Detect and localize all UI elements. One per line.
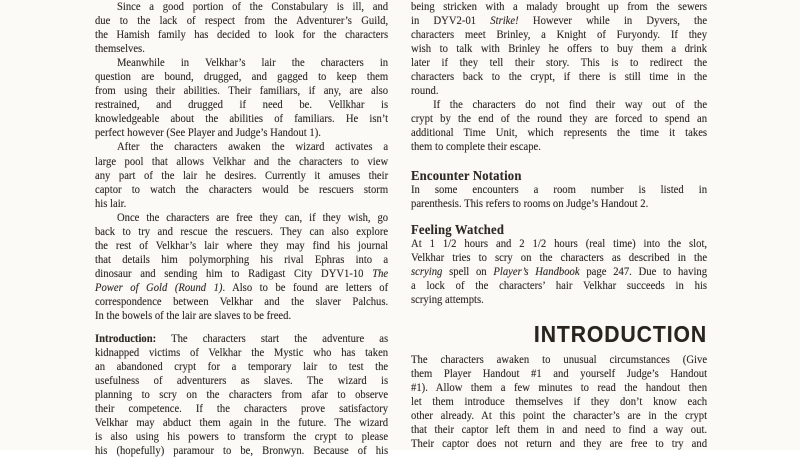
section-heading: Encounter Notation: [411, 167, 522, 183]
text-run: At 1 1/2 hours and 2 1/2 hours (real time) into the slot,: [411, 236, 708, 250]
text-line: [95, 84, 388, 98]
text-line: [411, 423, 707, 437]
text-line: [411, 409, 707, 423]
text-line: [95, 444, 388, 458]
text-line: [411, 367, 707, 381]
text-run: characters meet Brinley, a Knight of Furyondy. If they: [411, 28, 708, 42]
text-line: [411, 265, 707, 279]
text-run: additional Time Unit, which represents the time it takes: [411, 126, 708, 140]
text-run: themselves.: [95, 42, 145, 56]
text-run: a lock of the characters’ hair Velkhar succeeds in his: [411, 279, 708, 293]
text-run: In the bowels of the lair are slaves to be freed.: [95, 309, 292, 323]
text-run: captor to watch the characters would be rescuers storm: [95, 182, 389, 196]
text-run: usefulness of adventurers as slaves. The wizard is: [95, 373, 389, 387]
text-run: planning to scry on the characters from afar to observe: [95, 387, 389, 401]
text-line: [95, 374, 388, 388]
italic-text-run: Power of Gold (Round 1): [95, 280, 223, 294]
text-run: correspondence between Velkhar and the slaver Palchus.: [95, 294, 389, 308]
text-line: [411, 353, 707, 367]
text-run: question are bound, drugged, and gagged to keep them: [95, 70, 389, 84]
text-run: Since a good portion of the Constabulary is ill, and: [116, 0, 389, 13]
text-run: them to complete their escape.: [411, 140, 541, 154]
text-line: [95, 253, 388, 267]
text-line: [411, 84, 707, 98]
text-run: let them introduce themselves if they don’t know each: [411, 395, 708, 409]
text-run: is also using his powers to transform the crypt to please: [95, 429, 389, 443]
text-line: [95, 56, 388, 70]
text-run: due to the lack of respect from the Adventurer’s Guild,: [95, 14, 389, 28]
text-line: [95, 430, 388, 444]
text-run: page 247. Due to having: [579, 265, 708, 278]
text-line: [411, 14, 707, 28]
text-run: an abandoned crypt for a temporary lair to test the: [95, 359, 389, 373]
text-line: [411, 28, 707, 42]
text-run: them Player Handout #1 and yourself Judge’s Handout: [411, 367, 708, 381]
text-line: [411, 183, 707, 197]
text-run: round.: [411, 84, 439, 98]
text-run: knowledgeable about the abilities of familiars. He isn’t: [95, 112, 389, 126]
text-run: any part of the lair he desires. Currently it amuses their: [95, 168, 389, 182]
paragraph-gap: [411, 307, 707, 320]
text-line: [95, 0, 388, 14]
text-line: [95, 197, 388, 211]
column-left: [95, 0, 388, 458]
text-line: [411, 437, 707, 451]
text-run: However while in Dyvers, the: [518, 14, 708, 28]
text-run: #1). Allow them a few minutes to read the handout then: [411, 381, 708, 395]
text-run: wish to talk with Brinley he offers to buy them a drink: [411, 42, 708, 56]
text-line: [411, 42, 707, 56]
text-line: [411, 251, 707, 265]
paragraph-gap: [95, 323, 388, 332]
text-run: later if they tell their story. This is to redirect the: [411, 56, 708, 70]
text-line: [411, 126, 707, 140]
text-run: that details him polymorphing his rival Ephras into a: [95, 252, 389, 266]
text-run: kidnapped victims of Velkhar the Mystic who has taken: [95, 345, 389, 359]
text-run: The characters awaken to unusual circumstances (Give: [411, 353, 708, 367]
text-run: Once the characters are free they can, if they wish, go: [116, 210, 389, 224]
text-run: their competence. If the characters prove satisfactory: [95, 401, 389, 415]
text-run: The characters start the adventure as: [156, 331, 389, 345]
text-run: the rest of Velkhar’s lair where they may find his journal: [95, 238, 389, 252]
text-run: in DYV2-01: [411, 14, 491, 28]
text-run: his lair.: [95, 196, 127, 210]
text-line: [95, 239, 388, 253]
text-run: . Also to be found are letters of: [222, 280, 389, 294]
text-run: crypt by the end of the round they are forced to spend an: [411, 112, 708, 126]
italic-text-run: The: [372, 266, 389, 280]
text-run: Velkhar tries to scry on the characters as described in the: [411, 250, 708, 264]
text-run: Their captor does not return and they are free to try and: [411, 437, 708, 451]
text-line: [411, 70, 707, 84]
text-line: [95, 211, 388, 225]
text-line: [95, 169, 388, 183]
text-line: [95, 70, 388, 84]
text-line: [95, 360, 388, 374]
text-line: [95, 309, 388, 323]
text-run: restrained, and drugged if need be. Vellkhar is: [95, 98, 389, 112]
italic-text-run: Player’s Handbook: [493, 265, 580, 278]
text-line: [95, 112, 388, 126]
text-line: [411, 395, 707, 409]
text-line: [411, 293, 707, 307]
italic-text-run: scrying: [411, 265, 443, 278]
text-line: [95, 281, 388, 295]
text-line: [411, 112, 707, 126]
text-run: After the characters awaken the wizard activates a: [116, 140, 389, 154]
text-run: the Hamish family has decided to look for the characters: [95, 28, 389, 42]
text-line: [95, 98, 388, 112]
text-run: characters back to the crypt, if there is still time in the: [411, 70, 708, 84]
text-run: Meanwhile in Velkhar’s lair the characters in: [116, 56, 389, 70]
text-run: In some encounters a room number is listed in: [411, 182, 708, 196]
text-line: [95, 14, 388, 28]
text-line: [411, 381, 707, 395]
text-run: being stricken with a malady brought up from the sewers: [411, 0, 708, 13]
bold-text-run: Introduction:: [95, 331, 157, 345]
text-line: [95, 267, 388, 281]
text-run: back to try and rescue the rescuers. They can also explore: [95, 224, 389, 238]
text-run: parenthesis. This refers to rooms on Judge’s Handout 2.: [411, 196, 649, 210]
text-run: that their captor left them in and need to find a way out.: [411, 423, 708, 437]
text-line: [411, 197, 707, 211]
text-run: other already. At this point the character’s are in the crypt: [411, 409, 708, 423]
text-line: [95, 42, 388, 56]
text-run: perfect however (See Player and Judge’s Handout 1).: [95, 126, 321, 140]
text-run: scrying attempts.: [411, 293, 484, 307]
text-line: [95, 140, 388, 154]
text-line: [95, 183, 388, 197]
text-line: [95, 332, 388, 346]
text-run: large pool that allows Velkhar and the characters to view: [95, 154, 389, 168]
text-line: [95, 388, 388, 402]
paragraph-gap: [411, 155, 707, 168]
text-line: [411, 279, 707, 293]
text-line: [411, 98, 707, 112]
text-run: his (hopefully) paramour to be, Bronwyn. Because of his: [95, 443, 389, 457]
paragraph-gap: [411, 211, 707, 222]
section-heading: Feeling Watched: [411, 221, 505, 237]
column-right: [411, 0, 707, 451]
text-run: from using their abilities. Their familiars, if any, are also: [95, 84, 389, 98]
text-line: [411, 237, 707, 251]
text-line: [95, 28, 388, 42]
text-run: spell on: [442, 265, 494, 278]
chapter-heading: INTRODUCTION: [533, 321, 708, 348]
text-line: [95, 155, 388, 169]
text-line: [95, 346, 388, 360]
text-line: [95, 416, 388, 430]
text-line: [411, 0, 707, 14]
text-run: dinosaur and sending him to Radigast City DYV1-10: [95, 266, 373, 280]
italic-text-run: Strike!: [490, 14, 519, 28]
text-run: If the characters do not find their way out of the: [433, 98, 708, 112]
text-run: Velkhar may abduct them again in the future. The wizard: [95, 415, 389, 429]
text-line: [95, 225, 388, 239]
text-line: [411, 140, 707, 154]
text-line: [95, 402, 388, 416]
text-line: [95, 295, 388, 309]
text-line: [411, 56, 707, 70]
text-line: [95, 126, 388, 140]
